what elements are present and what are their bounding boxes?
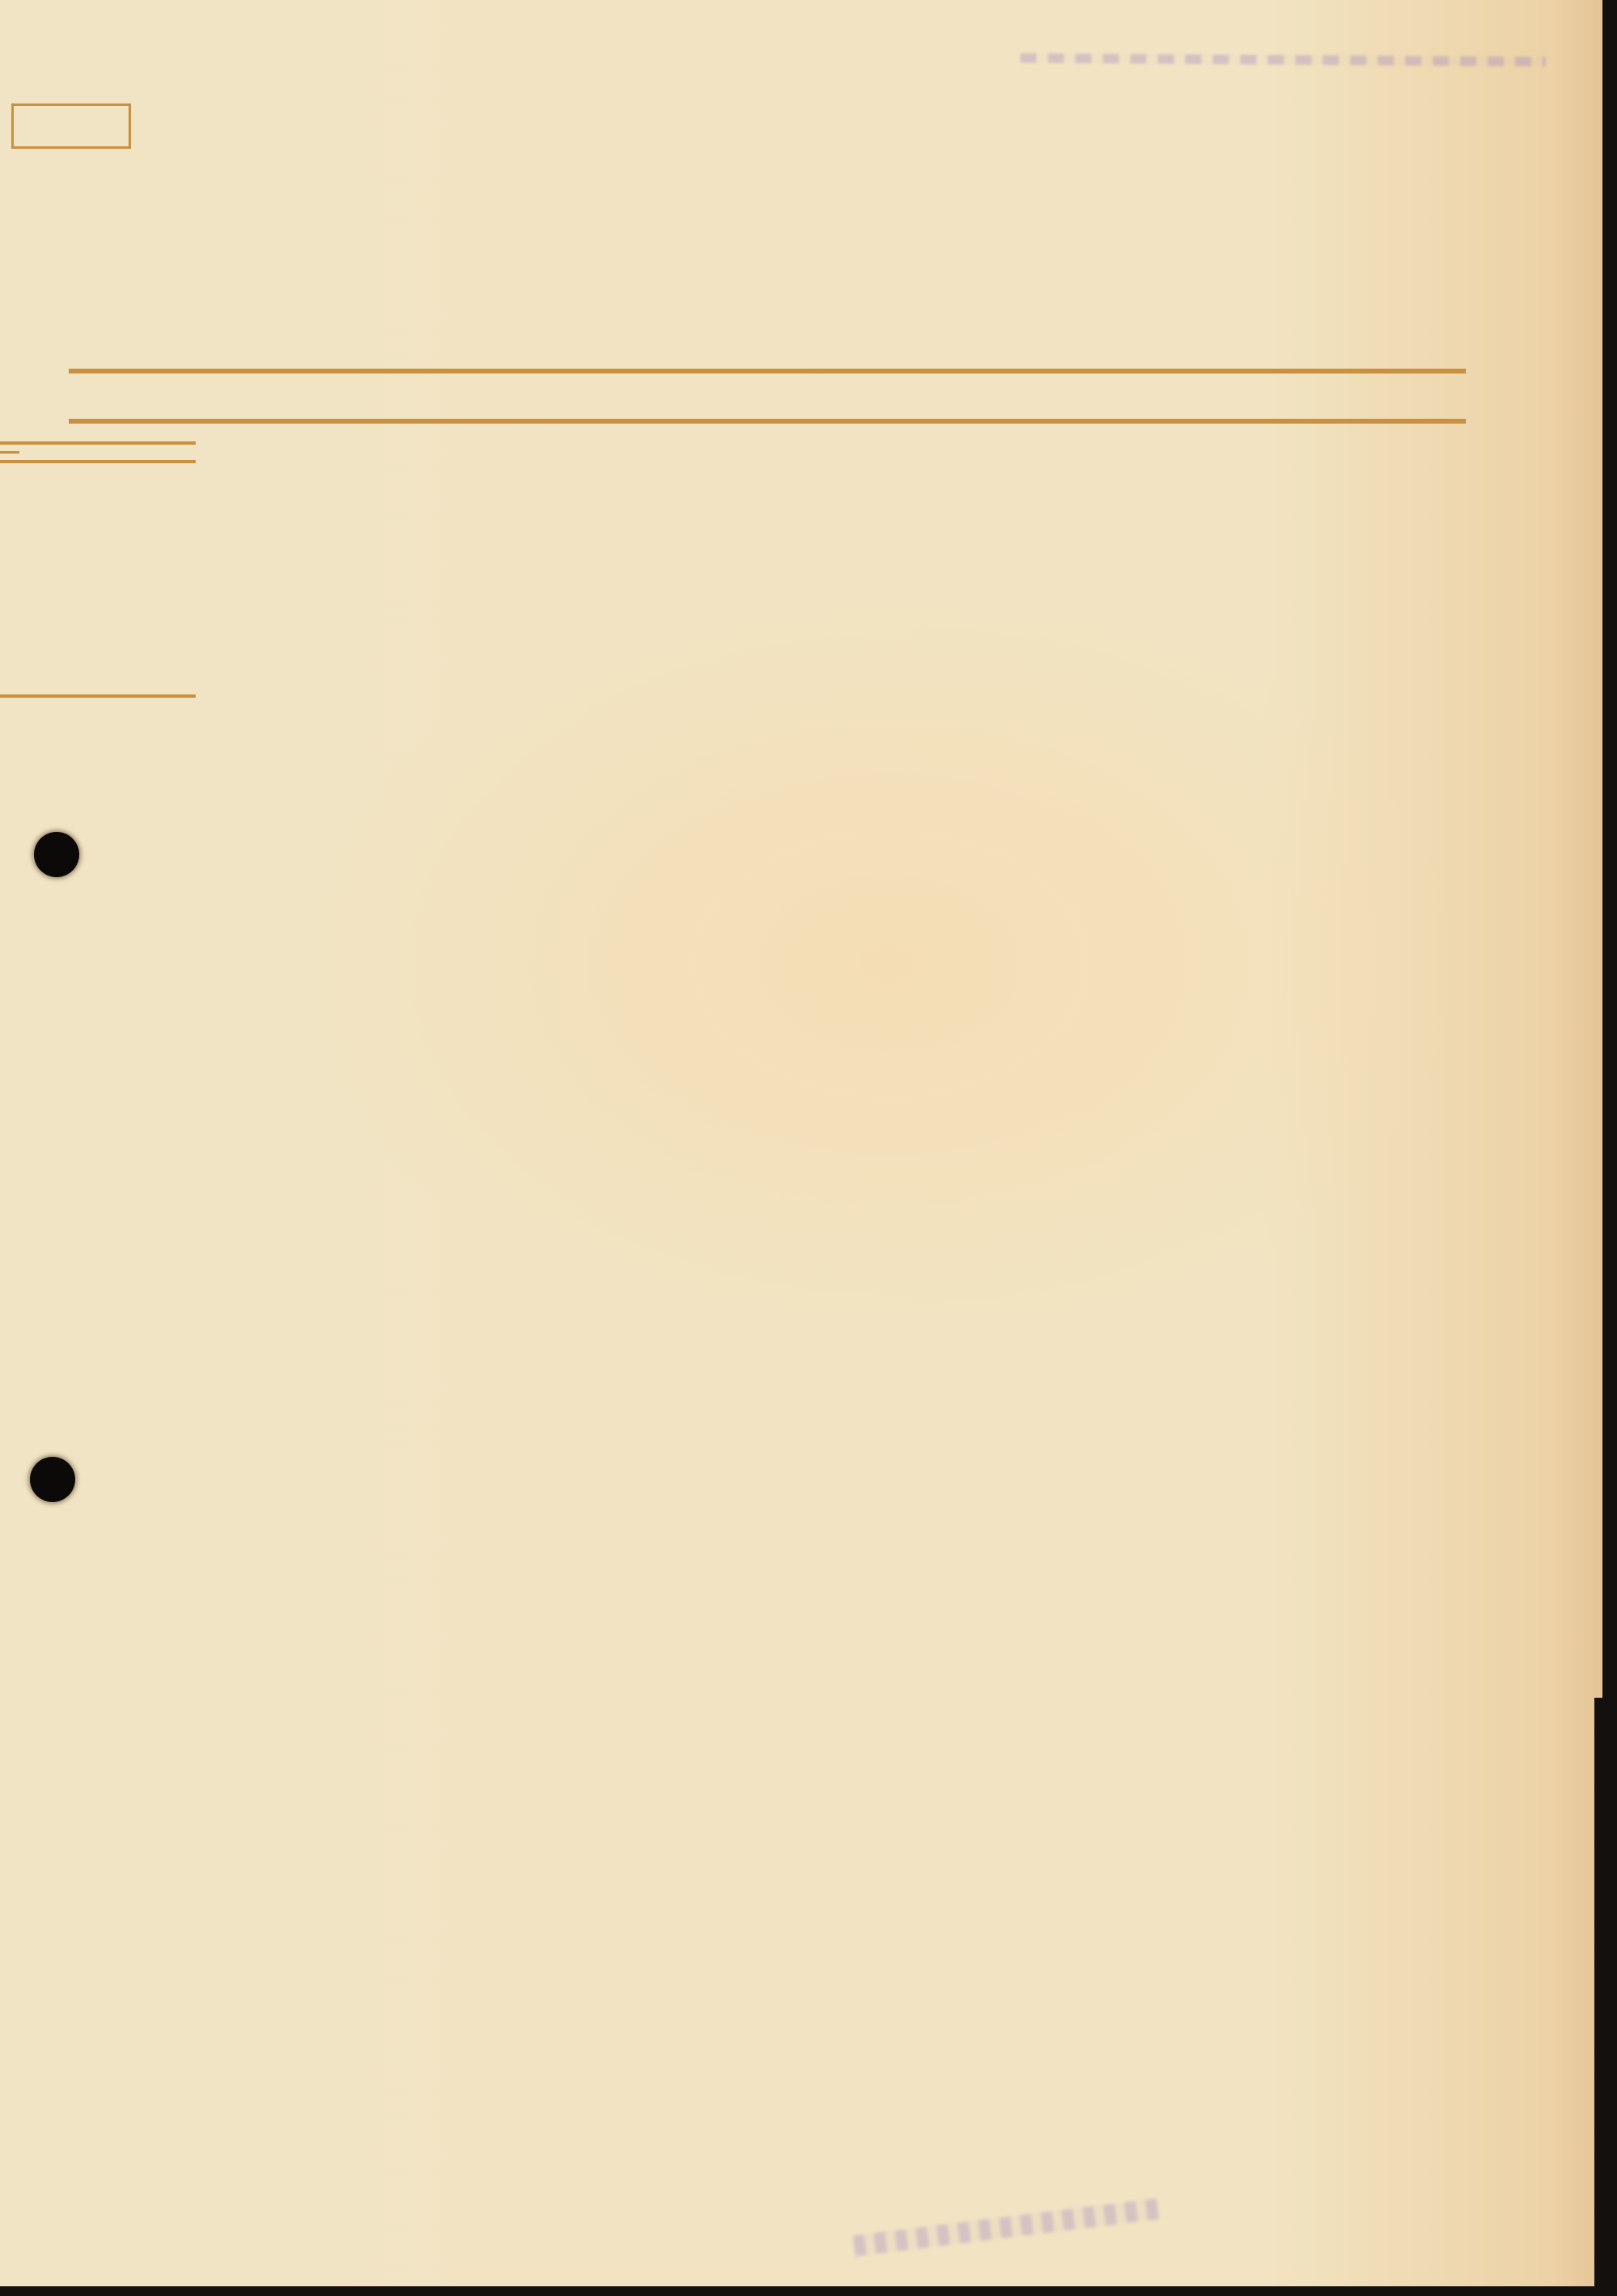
temp-fraction [0,449,19,455]
cold-flow-row [0,662,212,690]
hole-punch-bottom [30,1457,75,1502]
front-symbols-outline [0,552,212,580]
scan-edge-right-wide [1594,1698,1606,2296]
front-symbol-convergence [0,607,212,635]
header-rule-bottom [69,419,1466,424]
legend-divider [0,694,196,698]
issue-line [69,380,1466,416]
hole-punch-top [34,832,79,877]
legend-divider [0,460,196,463]
weather-map [214,430,1585,1615]
front-symbol-occlusion [0,580,212,607]
map-legend-sidebar [0,437,212,706]
publication-id-box [11,103,131,149]
header-rule-top [69,369,1466,374]
scan-edge-bottom [0,2286,1617,2296]
warm-flow-row [0,635,212,662]
legend-divider [0,441,196,445]
temperature-note [0,449,212,455]
fronts-legend [0,476,212,690]
front-symbols-solid [0,525,212,552]
